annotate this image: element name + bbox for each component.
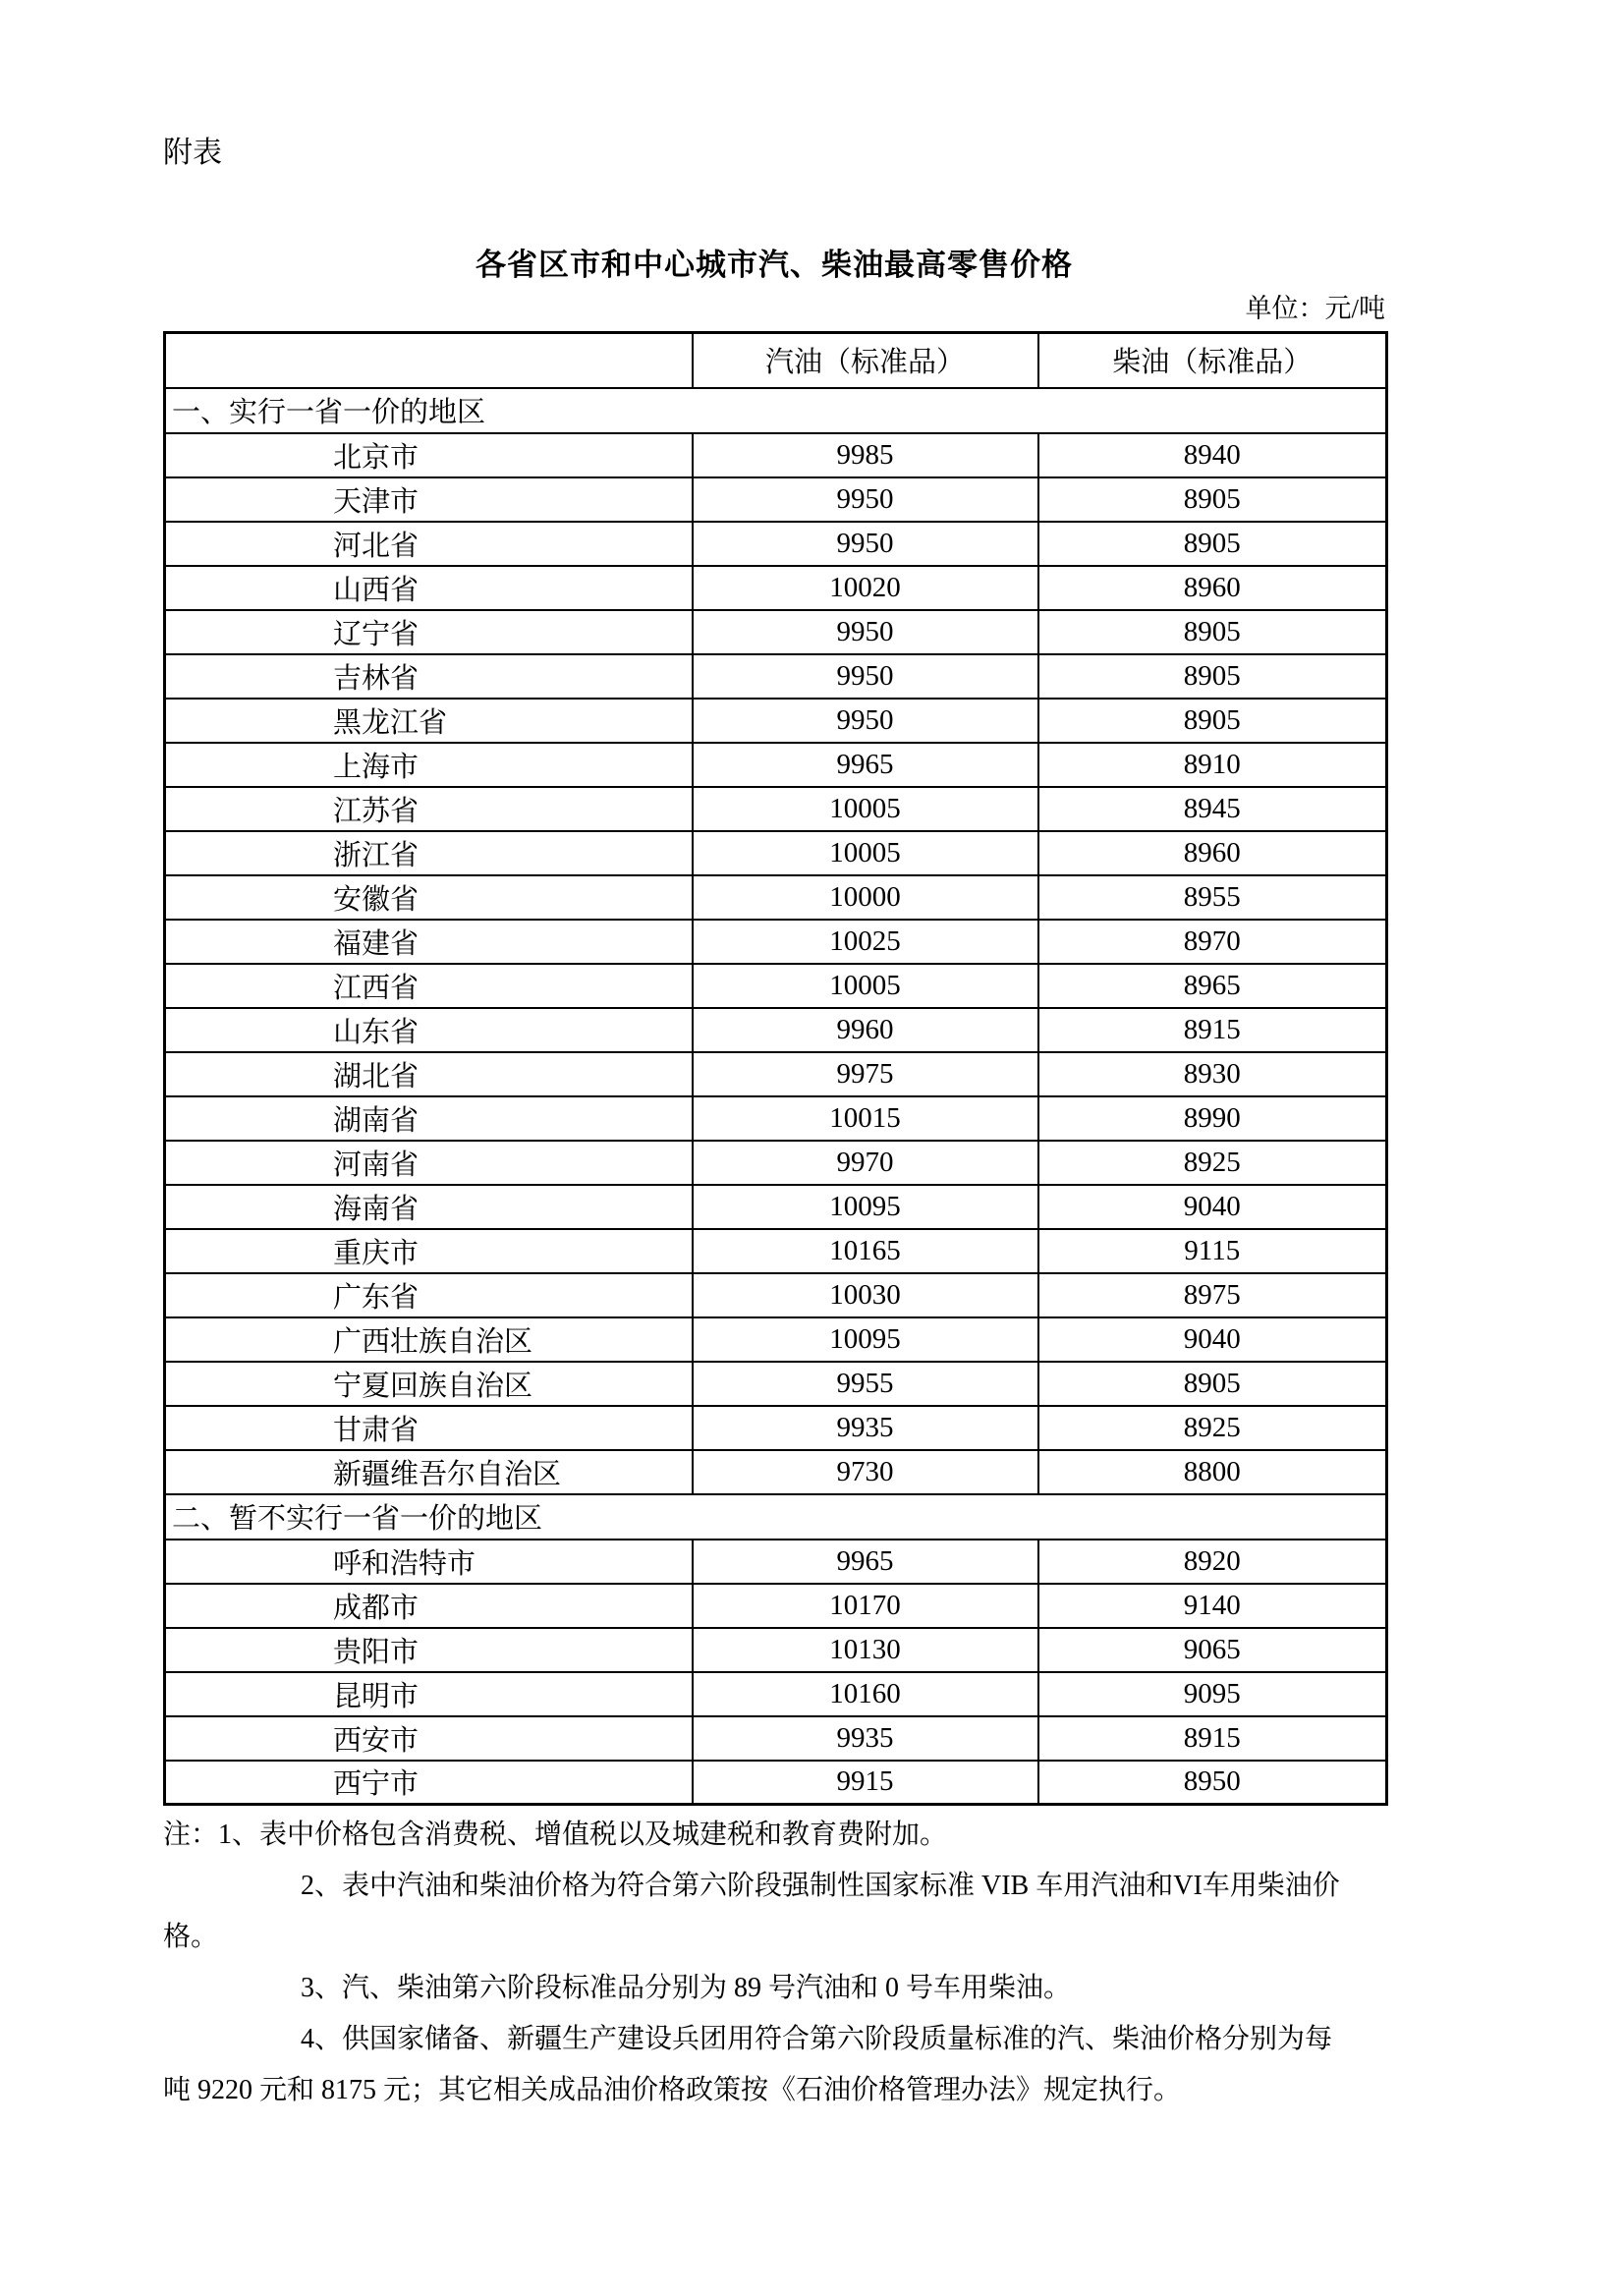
- region-cell: 辽宁省: [165, 610, 693, 654]
- diesel-price-cell: 8905: [1038, 1362, 1387, 1406]
- diesel-price-cell: 8925: [1038, 1141, 1387, 1185]
- region-cell: 西宁市: [165, 1761, 693, 1805]
- gasoline-price-cell: 10030: [693, 1273, 1038, 1317]
- diesel-price-cell: 8800: [1038, 1450, 1387, 1494]
- diesel-price-cell: 9140: [1038, 1584, 1387, 1628]
- diesel-price-cell: 8960: [1038, 566, 1387, 610]
- note-line: 4、供国家储备、新疆生产建设兵团用符合第六阶段质量标准的汽、柴油价格分别为每: [301, 2024, 1333, 2054]
- gasoline-price-cell: 9970: [693, 1141, 1038, 1185]
- diesel-price-cell: 8945: [1038, 787, 1387, 831]
- diesel-price-cell: 9065: [1038, 1628, 1387, 1672]
- table-row: [165, 522, 1387, 566]
- region-cell: 湖南省: [165, 1096, 693, 1141]
- table-row: [165, 1008, 1387, 1052]
- table-row: [165, 1672, 1387, 1716]
- note-line: 2、表中汽油和柴油价格为符合第六阶段强制性国家标准 VIB 车用汽油和VI车用柴油价: [301, 1871, 1340, 1901]
- table-row: [165, 1628, 1387, 1672]
- diesel-price-cell: 8910: [1038, 743, 1387, 787]
- region-cell: 海南省: [165, 1185, 693, 1229]
- section-header: 一、实行一省一价的地区: [165, 388, 1387, 433]
- region-cell: 昆明市: [165, 1672, 693, 1716]
- diesel-price-cell: 9040: [1038, 1317, 1387, 1362]
- table-row: [165, 654, 1387, 699]
- region-cell: 江苏省: [165, 787, 693, 831]
- gasoline-price-cell: 10005: [693, 964, 1038, 1008]
- region-cell: 甘肃省: [165, 1406, 693, 1450]
- gasoline-price-cell: 10170: [693, 1584, 1038, 1628]
- diesel-price-cell: 8940: [1038, 433, 1387, 477]
- page-title: 各省区市和中心城市汽、柴油最高零售价格: [476, 248, 1073, 282]
- diesel-price-cell: 8930: [1038, 1052, 1387, 1096]
- region-cell: 西安市: [165, 1716, 693, 1761]
- table-row: [165, 699, 1387, 743]
- note-line: 3、汽、柴油第六阶段标准品分别为 89 号汽油和 0 号车用柴油。: [301, 1973, 1072, 2003]
- gasoline-price-cell: 9950: [693, 522, 1038, 566]
- region-cell: 河南省: [165, 1141, 693, 1185]
- region-cell: 广东省: [165, 1273, 693, 1317]
- diesel-price-cell: 8955: [1038, 875, 1387, 920]
- gasoline-price-cell: 10025: [693, 920, 1038, 964]
- diesel-price-cell: 8975: [1038, 1273, 1387, 1317]
- section-header-row: [165, 1494, 1387, 1540]
- diesel-price-cell: 8905: [1038, 477, 1387, 522]
- gasoline-price-cell: 10095: [693, 1317, 1038, 1362]
- region-cell: 浙江省: [165, 831, 693, 875]
- diesel-price-cell: 8905: [1038, 654, 1387, 699]
- table-row: [165, 920, 1387, 964]
- region-cell: 贵阳市: [165, 1628, 693, 1672]
- gasoline-price-cell: 9950: [693, 654, 1038, 699]
- gasoline-price-cell: 9950: [693, 477, 1038, 522]
- gasoline-price-cell: 9975: [693, 1052, 1038, 1096]
- gasoline-price-cell: 10130: [693, 1628, 1038, 1672]
- diesel-price-cell: 9040: [1038, 1185, 1387, 1229]
- column-header-region: [165, 333, 693, 388]
- column-header-gasoline: 汽油（标准品）: [693, 333, 1038, 388]
- region-cell: 湖北省: [165, 1052, 693, 1096]
- table-row: [165, 610, 1387, 654]
- region-cell: 新疆维吾尔自治区: [165, 1450, 693, 1494]
- table-row: [165, 1540, 1387, 1584]
- footnotes: [163, 1810, 1411, 2116]
- gasoline-price-cell: 10095: [693, 1185, 1038, 1229]
- gasoline-price-cell: 10005: [693, 787, 1038, 831]
- table-header-row: [165, 333, 1387, 388]
- gasoline-price-cell: 9985: [693, 433, 1038, 477]
- region-cell: 北京市: [165, 433, 693, 477]
- gasoline-price-cell: 10160: [693, 1672, 1038, 1716]
- table-row: [165, 1716, 1387, 1761]
- table-row: [165, 1096, 1387, 1141]
- diesel-price-cell: 8950: [1038, 1761, 1387, 1805]
- table-row: [165, 1185, 1387, 1229]
- gasoline-price-cell: 9960: [693, 1008, 1038, 1052]
- table-row: [165, 1362, 1387, 1406]
- column-header-diesel: 柴油（标准品）: [1038, 333, 1387, 388]
- gasoline-price-cell: 9965: [693, 1540, 1038, 1584]
- table-row: [165, 964, 1387, 1008]
- note-line: 吨 9220 元和 8175 元；其它相关成品油价格政策按《石油价格管理办法》规定执行。: [163, 2075, 1182, 2105]
- unit-label: 单位：元/吨: [1245, 294, 1385, 323]
- table-row: [165, 1761, 1387, 1805]
- table-row: [165, 787, 1387, 831]
- diesel-price-cell: 8965: [1038, 964, 1387, 1008]
- diesel-price-cell: 8920: [1038, 1540, 1387, 1584]
- table-row: [165, 1317, 1387, 1362]
- region-cell: 重庆市: [165, 1229, 693, 1273]
- region-cell: 山西省: [165, 566, 693, 610]
- table-row: [165, 1273, 1387, 1317]
- diesel-price-cell: 8905: [1038, 522, 1387, 566]
- gasoline-price-cell: 9955: [693, 1362, 1038, 1406]
- table-row: [165, 1406, 1387, 1450]
- gasoline-price-cell: 10000: [693, 875, 1038, 920]
- gasoline-price-cell: 9935: [693, 1716, 1038, 1761]
- table-row: [165, 566, 1387, 610]
- section-header-row: [165, 388, 1387, 433]
- region-cell: 天津市: [165, 477, 693, 522]
- region-cell: 吉林省: [165, 654, 693, 699]
- diesel-price-cell: 9095: [1038, 1672, 1387, 1716]
- diesel-price-cell: 8905: [1038, 699, 1387, 743]
- diesel-price-cell: 8915: [1038, 1008, 1387, 1052]
- region-cell: 安徽省: [165, 875, 693, 920]
- table-row: [165, 477, 1387, 522]
- diesel-price-cell: 8990: [1038, 1096, 1387, 1141]
- note-line: 格。: [163, 1922, 219, 1952]
- diesel-price-cell: 8915: [1038, 1716, 1387, 1761]
- gasoline-price-cell: 9950: [693, 699, 1038, 743]
- note-line: 注：1、表中价格包含消费税、增值税以及城建税和教育费附加。: [163, 1820, 948, 1850]
- region-cell: 福建省: [165, 920, 693, 964]
- gasoline-price-cell: 9950: [693, 610, 1038, 654]
- region-cell: 上海市: [165, 743, 693, 787]
- gasoline-price-cell: 9915: [693, 1761, 1038, 1805]
- price-table: [163, 331, 1388, 1806]
- table-row: [165, 1584, 1387, 1628]
- annex-label: 附表: [163, 137, 222, 169]
- gasoline-price-cell: 10020: [693, 566, 1038, 610]
- region-cell: 成都市: [165, 1584, 693, 1628]
- diesel-price-cell: 8925: [1038, 1406, 1387, 1450]
- region-cell: 黑龙江省: [165, 699, 693, 743]
- table-row: [165, 743, 1387, 787]
- diesel-price-cell: 8905: [1038, 610, 1387, 654]
- diesel-price-cell: 9115: [1038, 1229, 1387, 1273]
- gasoline-price-cell: 10005: [693, 831, 1038, 875]
- gasoline-price-cell: 10165: [693, 1229, 1038, 1273]
- diesel-price-cell: 8970: [1038, 920, 1387, 964]
- region-cell: 江西省: [165, 964, 693, 1008]
- region-cell: 广西壮族自治区: [165, 1317, 693, 1362]
- section-header: 二、暂不实行一省一价的地区: [165, 1494, 1387, 1540]
- region-cell: 宁夏回族自治区: [165, 1362, 693, 1406]
- region-cell: 河北省: [165, 522, 693, 566]
- gasoline-price-cell: 9965: [693, 743, 1038, 787]
- region-cell: 呼和浩特市: [165, 1540, 693, 1584]
- gasoline-price-cell: 10015: [693, 1096, 1038, 1141]
- diesel-price-cell: 8960: [1038, 831, 1387, 875]
- table-row: [165, 875, 1387, 920]
- table-row: [165, 1229, 1387, 1273]
- table-row: [165, 433, 1387, 477]
- table-row: [165, 831, 1387, 875]
- gasoline-price-cell: 9730: [693, 1450, 1038, 1494]
- table-row: [165, 1450, 1387, 1494]
- region-cell: 山东省: [165, 1008, 693, 1052]
- table-row: [165, 1141, 1387, 1185]
- gasoline-price-cell: 9935: [693, 1406, 1038, 1450]
- table-row: [165, 1052, 1387, 1096]
